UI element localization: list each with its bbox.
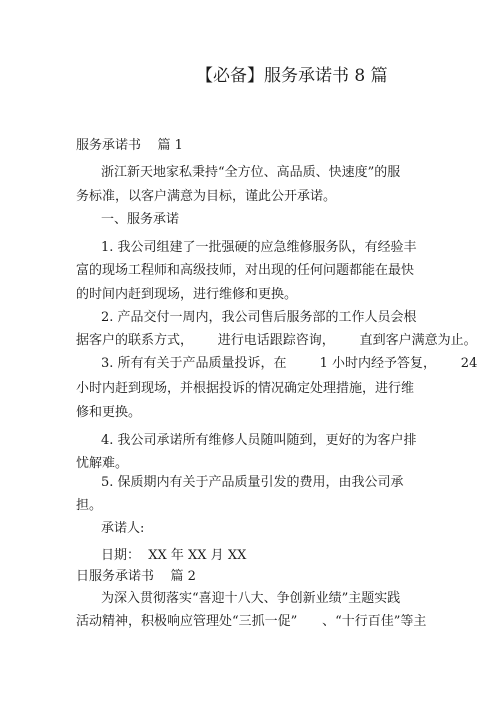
paragraph-line: 为深入贯彻落实“喜迎十八大、争创新业绩”主题实践 [101,591,401,606]
paragraph-line: 2. 产品交付一周内，我公司售后服务部的工作人员会根 [101,310,417,325]
date-line: 日期： XX 年 XX 月 XX [101,548,247,563]
paragraph-line: 5. 保质期内有关于产品质量引发的费用，由我公司承 [101,475,404,490]
paragraph-line: 富的现场工程师和高级技师，对出现的任何问题都能在最快 [76,263,415,278]
paragraph-line: 据客户的联系方式， 进行电话跟踪咨询， 直到客户满意为止。 [76,333,477,348]
paragraph-line: 小时内赶到现场，并根据投诉的情况确定处理措施，进行维 [76,381,415,396]
paragraph-line: 务标准，以客户满意为目标，谨此公开承诺。 [76,189,337,204]
paragraph-line: 浙江新天地家私秉持“全方位、高品质、快速度”的服 [101,165,401,180]
signatory-label: 承诺人: [101,521,145,536]
paragraph-line: 4. 我公司承诺所有维修人员随叫随到，更好的为客户排 [101,433,417,448]
section-heading-2: 日服务承诺书 篇 2 [76,569,196,584]
section-heading-1: 服务承诺书 篇 1 [76,138,183,153]
paragraph-line: 修和更换。 [76,405,142,420]
paragraph-line: 忧解难。 [76,456,129,471]
paragraph-line: 活动精神，积极响应管理处“三抓一促” 、“十行百佳”等主 [76,614,427,629]
document-title: 【必备】服务承诺书 8 篇 [196,66,388,86]
paragraph-line: 3. 所有有关于产品质量投诉，在 1 小时内经予答复， 24 [101,356,478,371]
paragraph-line: 1. 我公司组建了一批强硬的应急维修服务队，有经验丰 [101,240,417,255]
paragraph-line: 的时间内赶到现场，进行维修和更换。 [76,287,298,302]
paragraph-line: 担。 [76,498,103,513]
subheading-service-commitment: 一、服务承诺 [101,212,180,227]
